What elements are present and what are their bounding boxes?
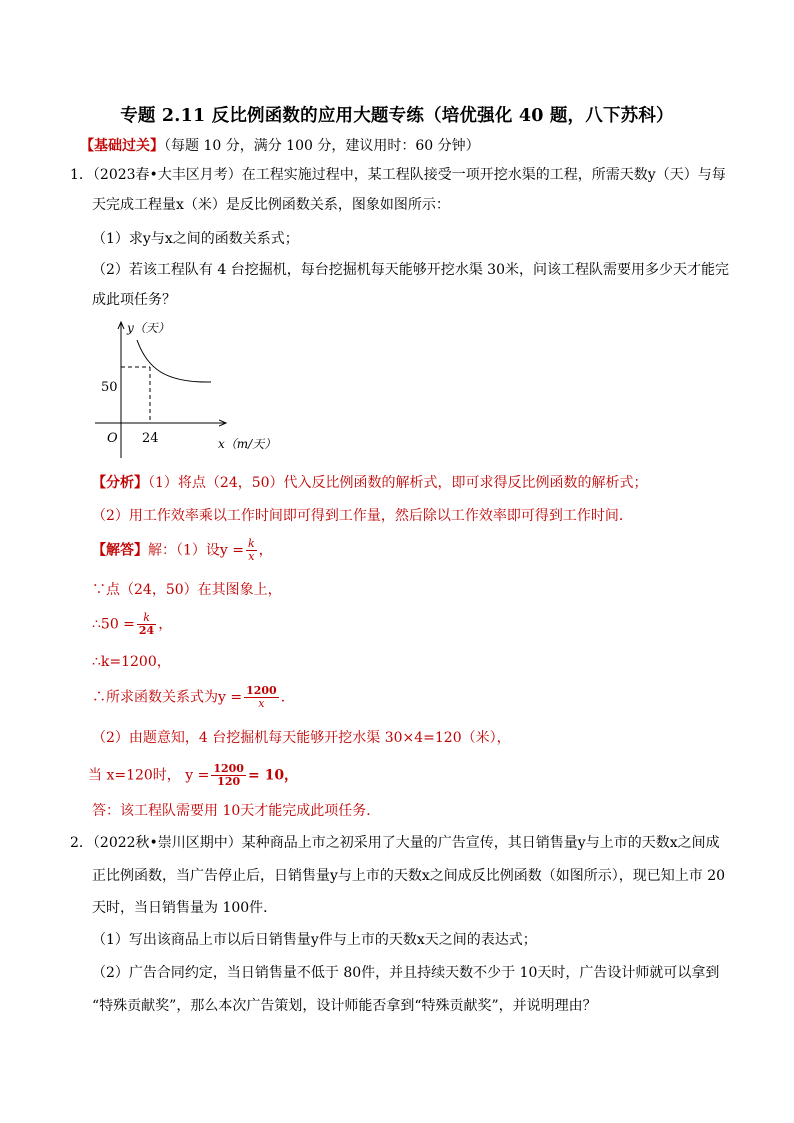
q1-step-function bbox=[92, 685, 295, 710]
q1-step-point: ∵点（24，50）在其图象上， bbox=[92, 582, 282, 598]
q1-answer-head bbox=[92, 538, 273, 563]
q2-part-2-line-2: “特殊贡献奖”，那么本次广告策划，设计师能否拿到“特殊贡献奖”，并说明理由？ bbox=[92, 998, 597, 1014]
fraction-numerator: k bbox=[248, 537, 255, 550]
x-axis-label: x（m/天） bbox=[218, 437, 277, 451]
hyperbola-curve bbox=[137, 340, 211, 382]
q1-analysis-2: （2）用工作效率乘以工作时间即可得到工作量，然后除以工作效率即可得到工作时间． bbox=[92, 508, 633, 524]
section-header bbox=[80, 136, 480, 156]
step-when-result: = 10， bbox=[247, 767, 299, 784]
q1-step-part-2: （2）由题意知，4 台挖掘机每天能够开挖水渠 30×4=120（米）， bbox=[92, 730, 511, 746]
fraction-1200-over-x bbox=[244, 685, 279, 710]
fraction-numerator: 1200 bbox=[213, 762, 244, 775]
fraction-denominator: x bbox=[258, 697, 265, 710]
punctuation: ． bbox=[280, 689, 295, 706]
q1-part-2-line-1: （2）若该工程队有 4 台挖掘机，每台挖掘机每天能够开挖水渠 30米，问该工程队需要用多少天才能完 bbox=[92, 262, 729, 278]
q2-part-2-line-1: （2）广告合同约定，当日销售量不低于 80件，并且持续天数不少于 10天时，广告设计师就可以拿到 bbox=[92, 965, 720, 981]
fraction-numerator: k bbox=[137, 612, 156, 625]
section-tag: 【基础过关】 bbox=[80, 138, 164, 154]
q1-line-2: 天完成工程量x（米）是反比例函数关系，图象如图所示： bbox=[92, 197, 450, 213]
fraction-denominator: x bbox=[248, 550, 255, 563]
y-axis-label: y（天） bbox=[127, 321, 170, 335]
q1-step-50 bbox=[92, 612, 172, 637]
analysis-text-1: （1）将点（24，50）代入反比例函数的解析式，即可求得反比例函数的解析式； bbox=[148, 475, 648, 491]
punctuation: ， bbox=[258, 542, 273, 559]
q2-line-2: 正比例函数，当广告停止后，日销售量y与上市的天数x之间成反比例函数（如图所示），现已知上市 20 bbox=[92, 868, 726, 884]
x-mark-label: 24 bbox=[142, 431, 159, 446]
q1-conclusion: 答：该工程队需要用 10天才能完成此项任务． bbox=[92, 803, 381, 819]
fraction-denominator: 24 bbox=[138, 624, 155, 637]
section-note: （每题 10 分，满分 100 分，建议用时：60 分钟） bbox=[164, 138, 480, 154]
q2-line-3: 天时，当日销售量为 100件． bbox=[92, 900, 278, 916]
fraction-k-over-24 bbox=[137, 612, 156, 637]
fraction-denominator: 120 bbox=[217, 775, 241, 788]
punctuation: ， bbox=[158, 616, 173, 633]
page-title: 专题 2.11 反比例函数的应用大题专练（培优强化 40 题，八下苏科） bbox=[120, 106, 674, 126]
q1-line-1: 1．（2023春•大丰区月考）在工程实施过程中，某工程队接受一项开挖水渠的工程，所需天数y（天）与每 bbox=[70, 167, 726, 183]
fraction-k-over-x bbox=[246, 538, 257, 563]
q1-step-k: ∴k=1200， bbox=[92, 654, 171, 670]
analysis-tag: 【分析】 bbox=[92, 475, 148, 491]
q1-analysis-1 bbox=[92, 473, 648, 493]
step-50-lead: ∴50 = bbox=[92, 616, 135, 633]
step-func-lead: ∴所求函数关系式为y = bbox=[92, 689, 243, 706]
fraction-numerator: 1200 bbox=[246, 684, 277, 697]
q1-part-2-line-2: 成此项任务？ bbox=[92, 292, 176, 308]
answer-tag: 【解答】 bbox=[92, 542, 148, 559]
fraction-1200-over-120 bbox=[211, 763, 246, 788]
answer-head-text: 解：（1）设y = bbox=[148, 542, 244, 559]
q1-graph bbox=[95, 318, 295, 463]
q2-part-1: （1）写出该商品上市以后日销售量y件与上市的天数x天之间的表达式； bbox=[92, 932, 537, 948]
origin-label: O bbox=[107, 431, 118, 446]
q1-part-1: （1）求y与x之间的函数关系式； bbox=[92, 231, 299, 247]
step-when-lead: 当 x=120时， y = bbox=[88, 767, 210, 784]
q1-step-when bbox=[88, 763, 298, 788]
q2-line-1: 2．（2022秋•崇川区期中）某种商品上市之初采用了大量的广告宣传，其日销售量y与上市的天数x之间成 bbox=[70, 835, 720, 851]
y-mark-label: 50 bbox=[101, 380, 118, 395]
